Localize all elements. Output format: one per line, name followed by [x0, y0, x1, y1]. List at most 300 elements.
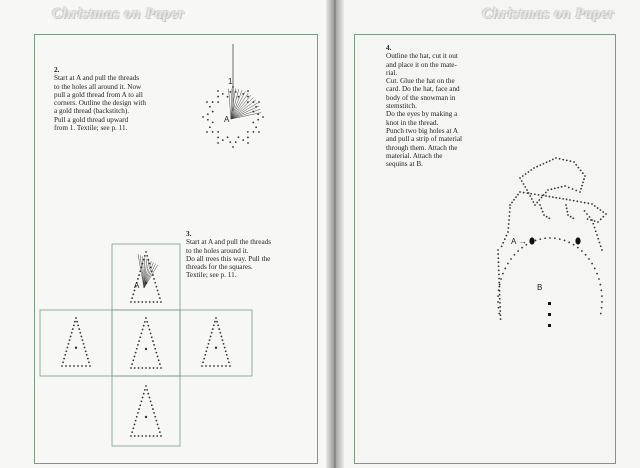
tree-right-hole — [213, 365, 215, 367]
tree-right-hole — [209, 365, 211, 367]
tree-left-hole — [64, 354, 66, 356]
tree-top-hole — [138, 301, 140, 303]
snowman-body-hole — [573, 244, 575, 246]
snowman-right-hole — [597, 238, 599, 240]
snowman-face-hole — [567, 214, 569, 216]
snowman-right-hole — [601, 249, 603, 251]
snowman-hat-hole — [580, 170, 582, 172]
tree-top-hole — [145, 251, 147, 253]
snowman-body-hole — [500, 278, 502, 280]
snowman-body-hole — [588, 258, 590, 260]
snowman-body-hole — [577, 247, 579, 249]
snowman-hat-hole — [523, 183, 525, 185]
tree-right-hole — [214, 321, 216, 323]
tree-right-hole — [204, 354, 206, 356]
step-4-line: Outline the hat, cut it out — [386, 52, 458, 61]
snowman-body-hole — [601, 307, 603, 309]
tree-left-hole — [72, 328, 74, 330]
snowman-hat-hole — [575, 164, 577, 166]
snowman-hat-brim-hole — [555, 197, 557, 199]
snowman-body-hole — [497, 301, 499, 303]
tree-bottom-hole — [141, 435, 143, 437]
snowman-body-hole — [585, 254, 587, 256]
tree-bottom-hole — [157, 424, 159, 426]
tree-right-hole — [209, 339, 211, 341]
snowman-hat-brim-hole — [602, 211, 604, 213]
snowman-body-hole — [600, 313, 602, 315]
snowman-hat-hole — [573, 161, 575, 163]
tree-left-hole — [89, 365, 91, 367]
step-4-line: body of the snowman in — [386, 93, 456, 102]
snowman-face-hole — [566, 211, 568, 213]
snowman-hat-brim-hole — [541, 195, 543, 197]
snowman-body-hole — [499, 310, 501, 312]
snowman-eye-right — [575, 237, 580, 244]
tree-left-hole — [76, 321, 78, 323]
tree-right-hole — [205, 350, 207, 352]
star-outline-hole — [227, 96, 229, 98]
tree-center-hole — [152, 340, 154, 342]
tree-left-hole — [88, 361, 90, 363]
tree-bottom-hole — [159, 431, 161, 433]
snowman-hat-brim-hole — [594, 220, 596, 222]
snowman-hat-hole — [566, 160, 568, 162]
step-2-line: to the holes all around it. Now — [54, 82, 142, 91]
step-4-line: and pull a strip of material — [386, 135, 463, 144]
star-outline-hole — [229, 141, 231, 143]
star-outline-hole — [232, 146, 234, 148]
tree-bottom-hole — [132, 427, 134, 429]
tree-bottom-hole — [156, 435, 158, 437]
snowman-right-hole — [594, 227, 596, 229]
tree-right-center-hole — [215, 347, 217, 349]
snowman-hat-hole — [549, 160, 551, 162]
snowman-body-hole — [498, 282, 500, 284]
grid-square-left — [40, 310, 112, 376]
tree-left-hole — [84, 347, 86, 349]
snowman-body-hole — [544, 237, 546, 239]
snowman-body-hole — [504, 268, 506, 270]
snowman-hat-hole — [578, 167, 580, 169]
tree-center-hole — [146, 321, 148, 323]
snowman-hat-hole — [530, 169, 532, 171]
tree-grid-pattern-diagram — [40, 244, 252, 446]
tree-center-hole — [131, 363, 133, 365]
snowman-left-hole — [502, 242, 504, 244]
tree-right-hole — [224, 347, 226, 349]
snowman-body-hole — [521, 247, 523, 249]
snowman-hat-hole — [522, 175, 524, 177]
snowman-body-hole — [539, 238, 541, 240]
tree-left-hole — [75, 317, 77, 319]
star-outline-hole — [242, 139, 244, 141]
tree-center-hole — [145, 367, 147, 369]
snowman-hat-hole — [543, 163, 545, 165]
tree-right-hole — [211, 332, 213, 334]
step-2-line: a gold thread (backstitch). — [54, 107, 130, 116]
tree-center-hole — [154, 348, 156, 350]
tree-bottom-hole — [154, 416, 156, 418]
tree-top-hole — [153, 301, 155, 303]
snowman-hat-hole — [562, 159, 564, 161]
tree-bottom-hole — [155, 420, 157, 422]
step-2-line: pull a gold thread from A to all — [54, 90, 143, 99]
tree-left-hole — [83, 343, 85, 345]
tree-center-hole — [153, 344, 155, 346]
snowman-body-hole — [596, 273, 598, 275]
tree-top-hole — [159, 297, 161, 299]
snowman-body-hole — [498, 261, 500, 263]
tree-right-hole — [226, 354, 228, 356]
snowman-hat-brim-hole — [597, 221, 599, 223]
snowman-body-hole — [497, 295, 499, 297]
step-4-line: sequins at B. — [386, 160, 423, 169]
tree-right-hole — [216, 321, 218, 323]
tree-bottom-hole — [130, 435, 132, 437]
tree-top-hole — [137, 278, 139, 280]
star-outline-hole — [207, 119, 209, 121]
snowman-hat-brim-hole — [559, 197, 561, 199]
tree-top-hole — [138, 274, 140, 276]
tree-right-hole — [212, 328, 214, 330]
snowman-hat-hole — [528, 171, 530, 173]
tree-left-hole — [68, 343, 70, 345]
tree-center-hole — [147, 325, 149, 327]
star-label-1: 1 — [228, 77, 233, 86]
snowman-right-hole — [584, 210, 586, 212]
tree-bottom-hole — [135, 420, 137, 422]
snowman-body-hole — [499, 314, 501, 316]
snowman-left-hole — [509, 207, 511, 209]
snowman-hat-hole — [539, 164, 541, 166]
snowman-face-hole — [540, 207, 542, 209]
tree-center-hole — [140, 332, 142, 334]
tree-bottom-hole — [146, 389, 148, 391]
tree-center-hole — [159, 363, 161, 365]
star-outline-hole — [252, 122, 254, 124]
snowman-hat-hole — [582, 182, 584, 184]
tree-right-hole — [219, 332, 221, 334]
step-2-line: from 1. Textile; see p. 11. — [54, 124, 128, 133]
snowman-body-hole — [601, 301, 603, 303]
star-outline-hole — [247, 96, 249, 98]
tree-center-hole — [135, 352, 137, 354]
tree-bottom-hole — [145, 385, 147, 387]
star-outline-hole — [222, 93, 224, 95]
snowman-right-hole — [599, 242, 601, 244]
snowman-hat-hole — [529, 195, 531, 197]
star-outline-hole — [257, 119, 259, 121]
tree-center-hole — [156, 367, 158, 369]
snowman-hat-brim-hole — [509, 204, 511, 206]
step-2-line: corners. Outline the design with — [54, 99, 147, 108]
snowman-hat-hole — [564, 185, 566, 187]
snowman-hat-hole — [538, 199, 540, 201]
tree-top-hole — [134, 301, 136, 303]
tree-left-hole — [82, 339, 84, 341]
star-label-a: A — [224, 115, 230, 124]
tree-bottom-hole — [150, 400, 152, 402]
snowman-body-hole — [514, 254, 516, 256]
step-4-line: card. Do the hat, face and — [386, 85, 460, 94]
snowman-hat-brim-hole — [562, 198, 564, 200]
tree-top-hole — [132, 293, 134, 295]
snowman-hat-hole — [554, 188, 556, 190]
snowman-body-hole — [591, 263, 593, 265]
snowman-hat-hole — [531, 198, 533, 200]
tree-top-hole — [141, 301, 143, 303]
star-outline-hole — [258, 131, 260, 133]
snowman-hat-hole — [519, 177, 521, 179]
star-outline-hole — [235, 141, 237, 143]
snowman-left-hole — [504, 238, 506, 240]
star-outline-hole — [217, 90, 219, 92]
snowman-body-hole — [559, 238, 561, 240]
tree-bottom-hole — [149, 435, 151, 437]
tree-left-hole — [74, 321, 76, 323]
right-page-header: Christmas on Paper — [482, 6, 615, 22]
snowman-left-hole — [507, 227, 509, 229]
snowman-hat-brim-hole — [587, 202, 589, 204]
tree-center-hole — [132, 359, 134, 361]
tree-right-hole — [206, 347, 208, 349]
snowman-hat-hole — [572, 188, 574, 190]
snowman-body-hole — [598, 278, 600, 280]
step-4-line: through them. Attach the — [386, 143, 458, 152]
snowman-hat-hole — [583, 178, 585, 180]
snowman-body-hole — [500, 318, 502, 320]
tree-top-hole — [144, 255, 146, 257]
snowman-hat-hole — [584, 175, 586, 177]
tree-bottom-hole — [134, 424, 136, 426]
snowman-body-hole — [498, 307, 500, 309]
tree-right-hole — [217, 324, 219, 326]
grid-square-center — [112, 310, 180, 376]
tree-left-hole — [81, 365, 83, 367]
snowman-body-hole — [499, 302, 501, 304]
snowman-hat-hole — [561, 186, 563, 188]
tree-center-hole — [138, 367, 140, 369]
tree-top-hole — [131, 297, 133, 299]
tree-bottom-center-hole — [145, 416, 147, 418]
star-outline-hole — [217, 137, 219, 139]
snowman-body-hole — [499, 294, 501, 296]
snowman-sequin-hole — [548, 324, 551, 327]
tree-top-hole — [158, 293, 160, 295]
snowman-left-hole — [506, 235, 508, 237]
snowman-body-hole — [498, 265, 500, 267]
star-pattern-diagram — [202, 44, 264, 148]
tree-bottom-hole — [138, 408, 140, 410]
tree-bottom-hole — [137, 412, 139, 414]
step-2-line: Pull a gold thread upward — [54, 115, 129, 124]
snowman-hat-brim-hole — [573, 200, 575, 202]
snowman-face-hole — [543, 214, 545, 216]
tree-right-hole — [201, 365, 203, 367]
snowman-hat-hole — [533, 167, 535, 169]
tree-bottom-hole — [140, 400, 142, 402]
snowman-hat-hole — [557, 187, 559, 189]
snowman-body-hole — [498, 269, 500, 271]
tree-left-hole — [78, 328, 80, 330]
snowman-hat-brim-hole — [594, 205, 596, 207]
star-outline-hole — [258, 101, 260, 103]
snowman-hat-brim-hole — [600, 218, 602, 220]
tree-bottom-hole — [147, 393, 149, 395]
snowman-body-hole — [497, 249, 499, 251]
step-2-number: 2. — [54, 66, 60, 74]
snowman-hat-hole — [547, 189, 549, 191]
snowman-left-hole — [508, 215, 510, 217]
left-page-header: Christmas on Paper — [52, 6, 185, 22]
snowman-hat-brim-hole — [576, 200, 578, 202]
tree-left-hole — [85, 365, 87, 367]
snowman-face-hole — [539, 204, 541, 206]
snowman-body-hole — [499, 306, 501, 308]
star-outline-hole — [247, 90, 249, 92]
tree-bottom-hole — [158, 427, 160, 429]
snowman-body-hole — [498, 274, 500, 276]
snowman-face-hole — [565, 204, 567, 206]
tree-center-hole — [139, 336, 141, 338]
tree-bottom-hole — [144, 389, 146, 391]
tree-left-hole — [65, 350, 67, 352]
star-outline-hole — [206, 131, 208, 133]
step-4-line: Do the eyes by making a — [386, 110, 458, 119]
tree-right-hole — [205, 365, 207, 367]
snowman-body-hole — [497, 253, 499, 255]
step-4-number: 4. — [386, 44, 392, 52]
tree-right-hole — [221, 365, 223, 367]
star-outline-hole — [217, 101, 219, 103]
tree-left-hole — [87, 358, 89, 360]
tree-left-center-hole — [75, 347, 77, 349]
snowman-hat-brim-hole — [587, 218, 589, 220]
snowman-hat-hole — [580, 188, 582, 190]
tree-right-hole — [227, 358, 229, 360]
snowman-face-hole — [546, 216, 548, 218]
tree-right-hole — [203, 358, 205, 360]
step-3-line: to the holes around it. — [186, 246, 249, 255]
tree-center-hole — [150, 332, 152, 334]
snowman-hat-hole — [581, 185, 583, 187]
tree-center-hole — [151, 336, 153, 338]
snowman-body-hole — [510, 258, 512, 260]
tree-center-center-hole — [145, 348, 147, 350]
snowman-body-hole — [499, 298, 501, 300]
star-outline-hole — [217, 131, 219, 133]
tree-top-hole — [146, 255, 148, 257]
snowman-hat-hole — [524, 186, 526, 188]
snowman-body-hole — [535, 240, 537, 242]
tree-bottom-hole — [151, 404, 153, 406]
tree-bottom-hole — [145, 435, 147, 437]
tree-center-hole — [134, 367, 136, 369]
tree-right-hole — [229, 365, 231, 367]
snowman-hat-hole — [525, 173, 527, 175]
snowman-hat-brim-hole — [513, 199, 515, 201]
tree-center-hole — [153, 367, 155, 369]
tree-right-hole — [228, 361, 230, 363]
snowman-body-hole — [599, 284, 601, 286]
snowman-body-hole — [581, 250, 583, 252]
tree-bottom-hole — [143, 393, 145, 395]
tree-bottom-hole — [131, 431, 133, 433]
tree-center-hole — [143, 325, 145, 327]
tree-left-hole — [73, 365, 75, 367]
tree-center-hole — [130, 367, 132, 369]
snowman-hat-hole — [536, 202, 538, 204]
step-3-number: 3. — [186, 230, 192, 238]
tree-right-hole — [217, 365, 219, 367]
tree-bottom-hole — [142, 397, 144, 399]
tree-right-hole — [215, 317, 217, 319]
snowman-hat-brim-hole — [545, 195, 547, 197]
step-3-line: threads for the squares. — [186, 263, 253, 272]
snowman-left-hole — [507, 231, 509, 233]
tree-left-hole — [79, 332, 81, 334]
tree-top-hole — [160, 301, 162, 303]
star-outline-hole — [247, 131, 249, 133]
star-outline-hole — [238, 96, 240, 98]
snowman-hat-hole — [546, 161, 548, 163]
snowman-right-hole — [586, 213, 588, 215]
tree-right-hole — [213, 324, 215, 326]
tree-top-hole — [154, 282, 156, 284]
tree-bottom-hole — [136, 416, 138, 418]
tree-label-a: A — [134, 281, 140, 290]
snowman-label-a: A — [511, 237, 517, 246]
snowman-hat-hole — [552, 159, 554, 161]
snowman-hat-brim-hole — [511, 202, 513, 204]
snowman-sequin-hole — [548, 313, 551, 316]
snowman-face-hole — [570, 216, 572, 218]
star-outline-hole — [238, 136, 240, 138]
snowman-hat-brim-hole — [534, 193, 536, 195]
snowman-hat-brim-hole — [566, 199, 568, 201]
snowman-hat-brim-hole — [600, 209, 602, 211]
snowman-body-hole — [499, 284, 501, 286]
step-4-line: material. Attach the — [386, 151, 443, 160]
tree-center-hole — [158, 359, 160, 361]
tree-top-hole — [156, 301, 158, 303]
snowman-hat-brim-hole — [530, 193, 532, 195]
snowman-body-hole — [594, 268, 596, 270]
snowman-hat-brim-hole — [597, 207, 599, 209]
step-4-line: stemstitch. — [386, 102, 417, 111]
tree-center-hole — [138, 340, 140, 342]
tree-right-hole — [218, 328, 220, 330]
star-outline-hole — [209, 126, 211, 128]
snowman-body-hole — [601, 295, 603, 297]
snowman-hat-hole — [570, 160, 572, 162]
tree-left-hole — [69, 365, 71, 367]
snowman-hat-hole — [559, 158, 561, 160]
snowman-body-hole — [502, 273, 504, 275]
snowman-body-hole — [498, 286, 500, 288]
star-outline-hole — [227, 136, 229, 138]
snowman-body-hole — [554, 237, 556, 239]
snowman-hat-brim-hole — [552, 196, 554, 198]
tree-center-hole — [149, 329, 151, 331]
tree-right-hole — [225, 350, 227, 352]
star-outline-hole — [207, 113, 209, 115]
snowman-hat-hole — [536, 166, 538, 168]
snowman-hat-brim-hole — [602, 216, 604, 218]
star-outline-hole — [209, 106, 211, 108]
snowman-body-hole — [549, 237, 551, 239]
snowman-hat-hole — [551, 188, 553, 190]
